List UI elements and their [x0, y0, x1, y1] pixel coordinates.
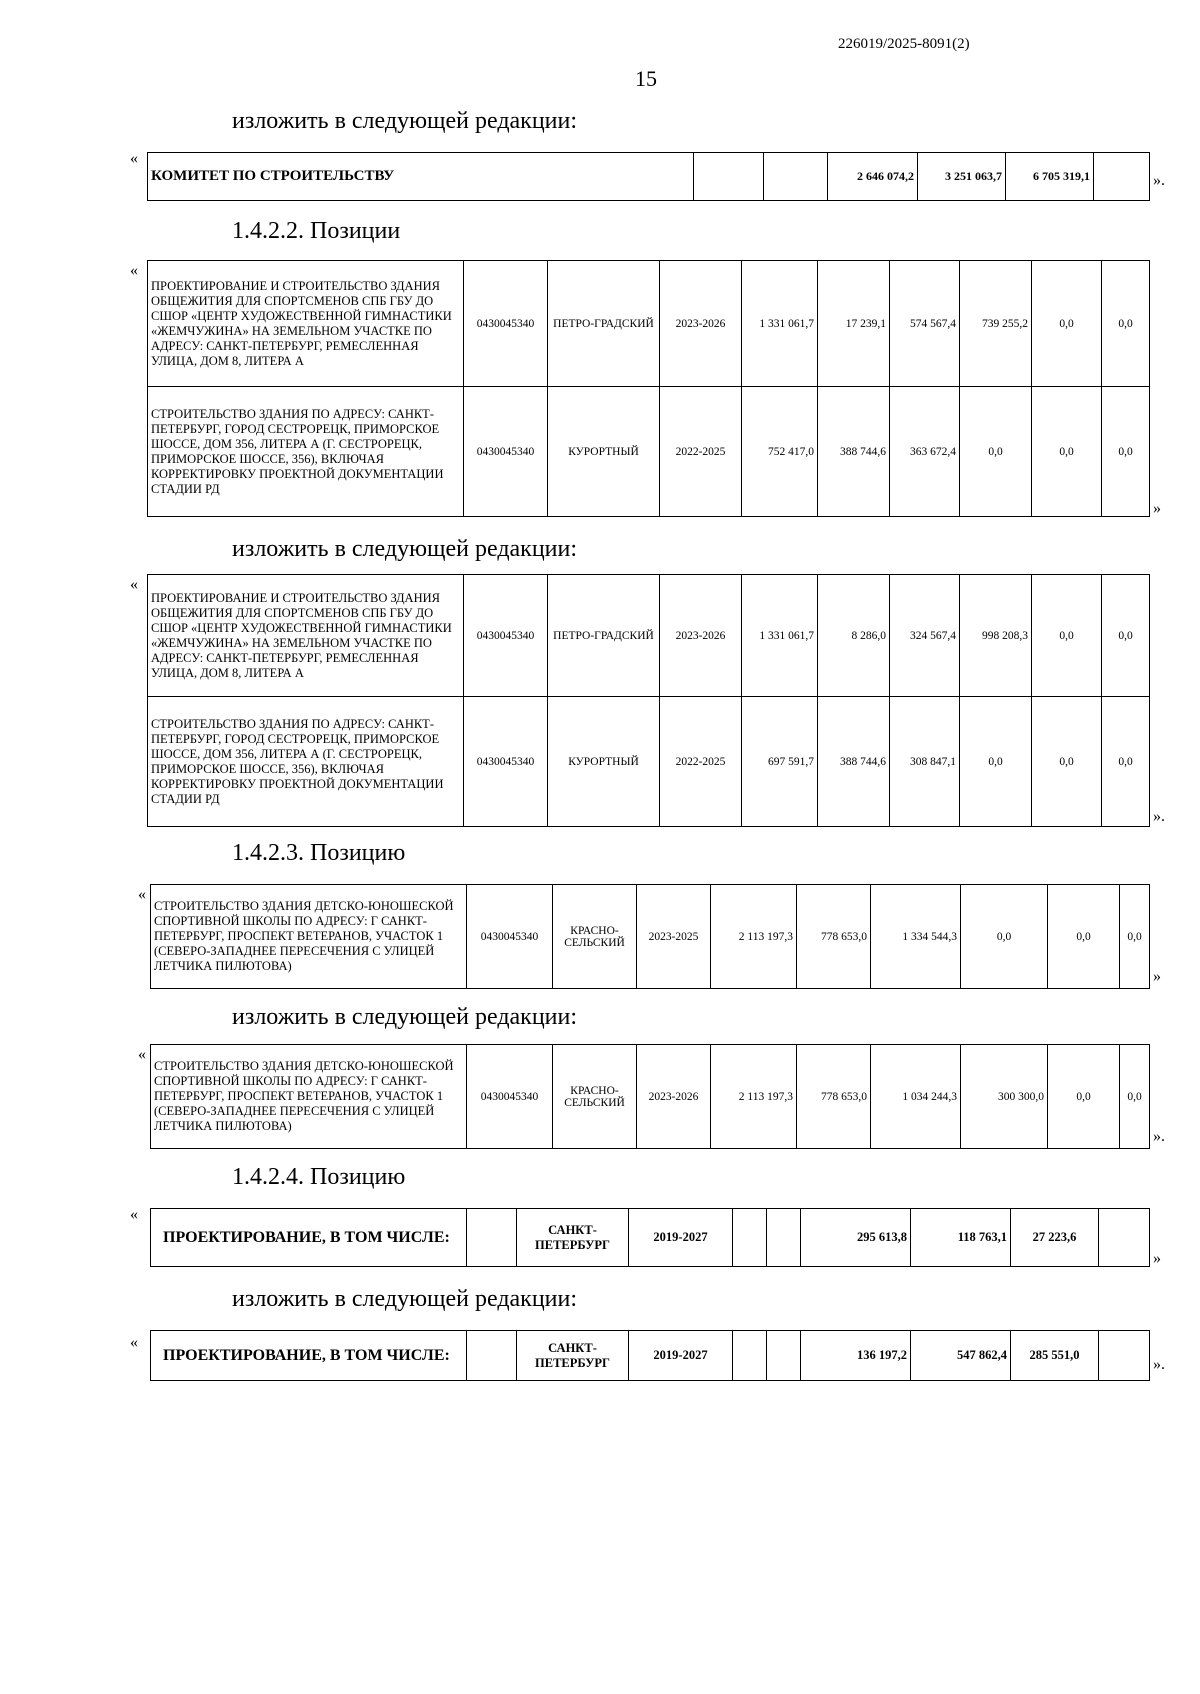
empty-cell: [1094, 153, 1150, 201]
amount-cell: 295 613,8: [801, 1209, 911, 1267]
code-cell: 0430045340: [467, 1045, 553, 1149]
object-name: ПРОЕКТИРОВАНИЕ, В ТОМ ЧИСЛЕ:: [151, 1331, 467, 1381]
amount-cell: 547 862,4: [911, 1331, 1011, 1381]
amount-cell: 697 591,7: [742, 697, 818, 827]
code-cell: 0430045340: [464, 697, 548, 827]
open-quote: «: [138, 886, 146, 903]
amount-cell: 0,0: [1032, 575, 1102, 697]
positions-table-new: [147, 574, 1150, 827]
amount-cell: 2 113 197,3: [711, 1045, 797, 1149]
amount-cell: 0,0: [1048, 1045, 1120, 1149]
design-table-old: [150, 1208, 1150, 1267]
amount-cell: 8 286,0: [818, 575, 890, 697]
open-quote: «: [138, 1046, 146, 1063]
committee-table: [147, 152, 1150, 201]
years-cell: 2019-2027: [629, 1209, 733, 1267]
edition-label: изложить в следующей редакции:: [232, 108, 578, 134]
empty-cell: [764, 153, 828, 201]
amount-cell: 363 672,4: [890, 387, 960, 517]
empty-cell: [733, 1331, 767, 1381]
section-heading: 1.4.2.3. Позицию: [232, 840, 406, 866]
amount-cell: 778 653,0: [797, 885, 871, 989]
table-row: [151, 1331, 1150, 1381]
amount-cell: 17 239,1: [818, 261, 890, 387]
amount-cell: 2 646 074,2: [828, 153, 918, 201]
amount-cell: 6 705 319,1: [1006, 153, 1094, 201]
object-name: СТРОИТЕЛЬСТВО ЗДАНИЯ ДЕТСКО-ЮНОШЕСКОЙ СПОРТИВНОЙ ШКОЛЫ ПО АДРЕСУ: Г САНКТ-ПЕТЕРБУРГ, ПРОСПЕКТ ВЕТЕРАНОВ, УЧАСТОК 1 (СЕВЕРО-ЗАПАДНЕЕ ПЕРЕСЕЧЕНИЯ С УЛИЦЕЙ ЛЕТЧИКА ПИЛЮТОВА): [151, 1045, 467, 1149]
district-cell: САНКТ-ПЕТЕРБУРГ: [517, 1209, 629, 1267]
section-heading: 1.4.2.4. Позицию: [232, 1164, 406, 1190]
district-cell: ПЕТРО-ГРАДСКИЙ: [548, 575, 660, 697]
district-cell: КРАСНО-СЕЛЬСКИЙ: [553, 885, 637, 989]
years-cell: 2022-2025: [660, 697, 742, 827]
amount-cell: 324 567,4: [890, 575, 960, 697]
close-quote: ».: [1153, 1356, 1165, 1373]
amount-cell: 0,0: [1048, 885, 1120, 989]
code-cell: 0430045340: [464, 261, 548, 387]
district-cell: САНКТ-ПЕТЕРБУРГ: [517, 1331, 629, 1381]
amount-cell: 0,0: [1102, 697, 1150, 827]
district-cell: КРАСНО-СЕЛЬСКИЙ: [553, 1045, 637, 1149]
amount-cell: 0,0: [960, 697, 1032, 827]
edition-label: изложить в следующей редакции:: [232, 1286, 578, 1312]
amount-cell: 308 847,1: [890, 697, 960, 827]
years-cell: 2022-2025: [660, 387, 742, 517]
amount-cell: 136 197,2: [801, 1331, 911, 1381]
years-cell: 2023-2026: [660, 261, 742, 387]
table-row: [151, 1045, 1150, 1149]
table-row: [148, 261, 1150, 387]
years-cell: 2019-2027: [629, 1331, 733, 1381]
committee-name: КОМИТЕТ ПО СТРОИТЕЛЬСТВУ: [148, 153, 694, 201]
section-heading: 1.4.2.2. Позиции: [232, 218, 401, 244]
amount-cell: 300 300,0: [961, 1045, 1048, 1149]
district-cell: ПЕТРО-ГРАДСКИЙ: [548, 261, 660, 387]
table-row: [151, 885, 1150, 989]
amount-cell: 778 653,0: [797, 1045, 871, 1149]
amount-cell: 1 334 544,3: [871, 885, 961, 989]
empty-cell: [767, 1331, 801, 1381]
empty-cell: [1099, 1209, 1150, 1267]
amount-cell: 752 417,0: [742, 387, 818, 517]
code-cell: 0430045340: [464, 387, 548, 517]
district-cell: КУРОРТНЫЙ: [548, 387, 660, 517]
amount-cell: 739 255,2: [960, 261, 1032, 387]
amount-cell: 2 113 197,3: [711, 885, 797, 989]
open-quote: «: [130, 150, 138, 167]
close-quote: ».: [1153, 1128, 1165, 1145]
years-cell: 2023-2026: [660, 575, 742, 697]
empty-cell: [733, 1209, 767, 1267]
close-quote: »: [1153, 500, 1161, 517]
object-name: СТРОИТЕЛЬСТВО ЗДАНИЯ ПО АДРЕСУ: САНКТ-ПЕТЕРБУРГ, ГОРОД СЕСТРОРЕЦК, ПРИМОРСКОЕ ШОССЕ, ДОМ 356, ЛИТЕРА А (Г. СЕСТРОРЕЦК, ПРИМОРСКОЕ ШОССЕ, 356), ВКЛЮЧАЯ КОРРЕКТИРОВКУ ПРОЕКТНОЙ ДОКУМЕНТАЦИИ СТАДИИ РД: [148, 697, 464, 827]
years-cell: 2023-2025: [637, 885, 711, 989]
amount-cell: 118 763,1: [911, 1209, 1011, 1267]
open-quote: «: [130, 1206, 138, 1223]
amount-cell: 0,0: [1032, 261, 1102, 387]
design-table-new: [150, 1330, 1150, 1381]
years-cell: 2023-2026: [637, 1045, 711, 1149]
amount-cell: 0,0: [1102, 575, 1150, 697]
amount-cell: 0,0: [961, 885, 1048, 989]
school-table-old: [150, 884, 1150, 989]
district-cell: КУРОРТНЫЙ: [548, 697, 660, 827]
amount-cell: 1 331 061,7: [742, 261, 818, 387]
table-row: [148, 153, 1150, 201]
empty-cell: [767, 1209, 801, 1267]
close-quote: ».: [1153, 808, 1165, 825]
object-name: ПРОЕКТИРОВАНИЕ И СТРОИТЕЛЬСТВО ЗДАНИЯ ОБЩЕЖИТИЯ ДЛЯ СПОРТСМЕНОВ СПБ ГБУ ДО СШОР «ЦЕНТР ХУДОЖЕСТВЕННОЙ ГИМНАСТИКИ «ЖЕМЧУЖИНА» НА ЗЕМЕЛЬНОМ УЧАСТКЕ ПО АДРЕСУ: САНКТ-ПЕТЕРБУРГ, РЕМЕСЛЕННАЯ УЛИЦА, ДОМ 8, ЛИТЕРА А: [148, 575, 464, 697]
open-quote: «: [130, 1334, 138, 1351]
document-number: 226019/2025-8091(2): [838, 36, 970, 52]
amount-cell: 0,0: [1120, 1045, 1150, 1149]
empty-cell: [694, 153, 764, 201]
empty-cell: [467, 1331, 517, 1381]
amount-cell: 0,0: [1102, 387, 1150, 517]
code-cell: 0430045340: [467, 885, 553, 989]
amount-cell: 0,0: [1032, 387, 1102, 517]
table-row: [148, 697, 1150, 827]
amount-cell: 0,0: [1120, 885, 1150, 989]
object-name: СТРОИТЕЛЬСТВО ЗДАНИЯ ДЕТСКО-ЮНОШЕСКОЙ СПОРТИВНОЙ ШКОЛЫ ПО АДРЕСУ: Г САНКТ-ПЕТЕРБУРГ, ПРОСПЕКТ ВЕТЕРАНОВ, УЧАСТОК 1 (СЕВЕРО-ЗАПАДНЕЕ ПЕРЕСЕЧЕНИЯ С УЛИЦЕЙ ЛЕТЧИКА ПИЛЮТОВА): [151, 885, 467, 989]
table-row: [151, 1209, 1150, 1267]
page-number: 15: [635, 66, 657, 91]
close-quote: »: [1153, 1250, 1161, 1267]
amount-cell: 388 744,6: [818, 697, 890, 827]
open-quote: «: [130, 262, 138, 279]
close-quote: »: [1153, 968, 1161, 985]
amount-cell: 285 551,0: [1011, 1331, 1099, 1381]
amount-cell: 0,0: [960, 387, 1032, 517]
amount-cell: 998 208,3: [960, 575, 1032, 697]
edition-label: изложить в следующей редакции:: [232, 1004, 578, 1030]
amount-cell: 3 251 063,7: [918, 153, 1006, 201]
edition-label: изложить в следующей редакции:: [232, 536, 578, 562]
close-quote: ».: [1153, 172, 1165, 189]
amount-cell: 574 567,4: [890, 261, 960, 387]
amount-cell: 388 744,6: [818, 387, 890, 517]
amount-cell: 0,0: [1102, 261, 1150, 387]
empty-cell: [467, 1209, 517, 1267]
open-quote: «: [130, 576, 138, 593]
table-row: [148, 575, 1150, 697]
school-table-new: [150, 1044, 1150, 1149]
table-row: [148, 387, 1150, 517]
empty-cell: [1099, 1331, 1150, 1381]
object-name: ПРОЕКТИРОВАНИЕ, В ТОМ ЧИСЛЕ:: [151, 1209, 467, 1267]
code-cell: 0430045340: [464, 575, 548, 697]
amount-cell: 1 331 061,7: [742, 575, 818, 697]
amount-cell: 0,0: [1032, 697, 1102, 827]
positions-table-old: [147, 260, 1150, 517]
amount-cell: 1 034 244,3: [871, 1045, 961, 1149]
object-name: СТРОИТЕЛЬСТВО ЗДАНИЯ ПО АДРЕСУ: САНКТ-ПЕТЕРБУРГ, ГОРОД СЕСТРОРЕЦК, ПРИМОРСКОЕ ШОССЕ, ДОМ 356, ЛИТЕРА А (Г. СЕСТРОРЕЦК, ПРИМОРСКОЕ ШОССЕ, 356), ВКЛЮЧАЯ КОРРЕКТИРОВКУ ПРОЕКТНОЙ ДОКУМЕНТАЦИИ СТАДИИ РД: [148, 387, 464, 517]
object-name: ПРОЕКТИРОВАНИЕ И СТРОИТЕЛЬСТВО ЗДАНИЯ ОБЩЕЖИТИЯ ДЛЯ СПОРТСМЕНОВ СПБ ГБУ ДО СШОР «ЦЕНТР ХУДОЖЕСТВЕННОЙ ГИМНАСТИКИ «ЖЕМЧУЖИНА» НА ЗЕМЕЛЬНОМ УЧАСТКЕ ПО АДРЕСУ: САНКТ-ПЕТЕРБУРГ, РЕМЕСЛЕННАЯ УЛИЦА, ДОМ 8, ЛИТЕРА А: [148, 261, 464, 387]
amount-cell: 27 223,6: [1011, 1209, 1099, 1267]
